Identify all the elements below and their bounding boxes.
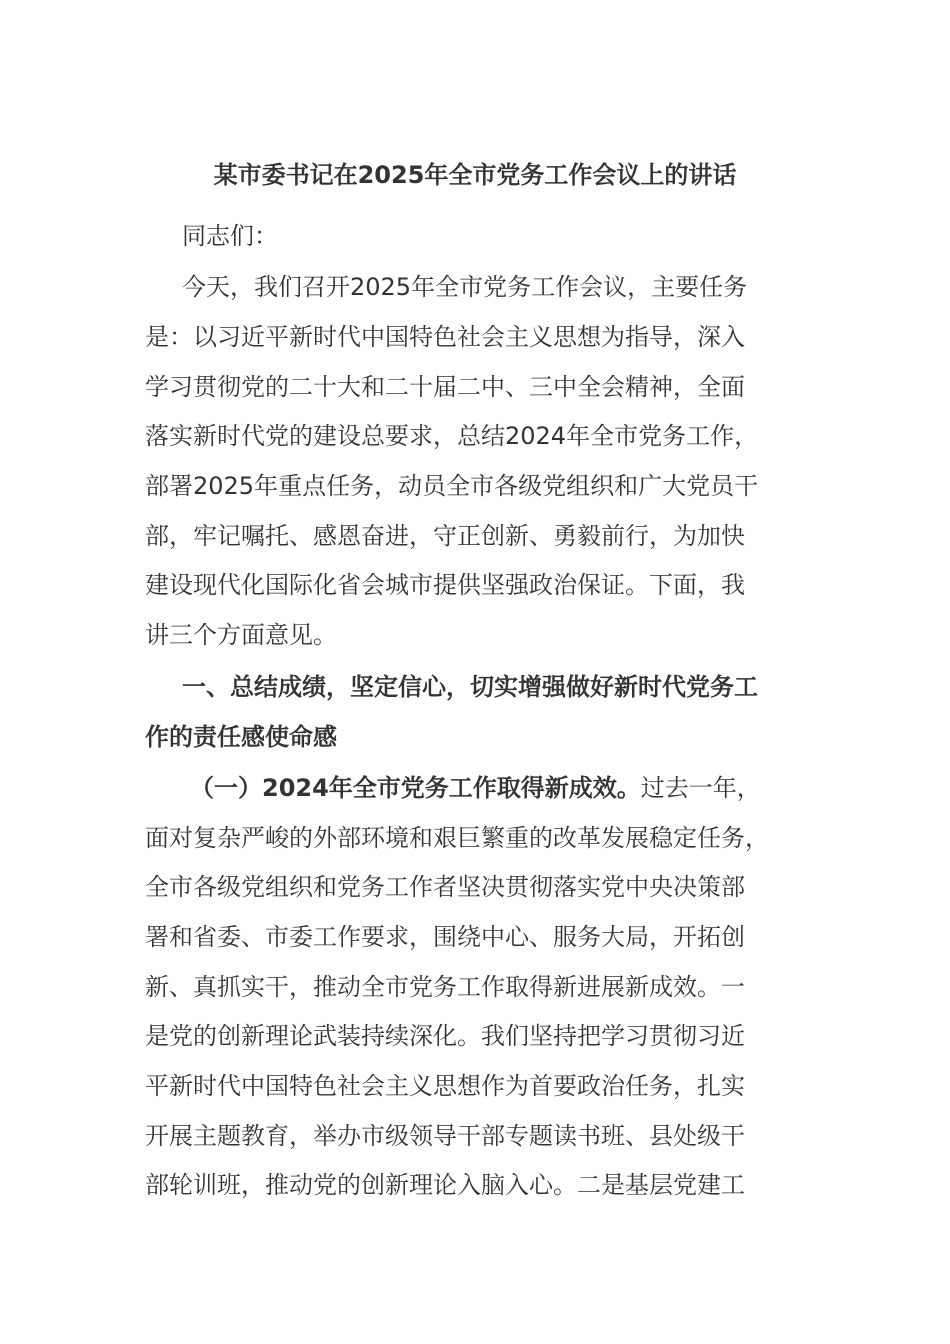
document-title: 某市委书记在2025年全市党务工作会议上的讲话 [213, 161, 737, 189]
paragraph-line: 开展主题教育，举办市级领导干部专题读书班、县处级干 [145, 1122, 745, 1150]
paragraph-line: 部，牢记嘱托、感恩奋进，守正创新、勇毅前行，为加快 [145, 522, 745, 550]
paragraph-line: 全市各级党组织和党务工作者坚决贯彻落实党中央决策部 [145, 873, 745, 901]
paragraph-line: 讲三个方面意见。 [145, 621, 337, 649]
paragraph-line: 平新时代中国特色社会主义思想作为首要政治任务，扎实 [145, 1072, 745, 1100]
paragraph-line: 面对复杂严峻的外部环境和艰巨繁重的改革发展稳定任务， [145, 824, 769, 852]
paragraph-line: 是党的创新理论武装持续深化。我们坚持把学习贯彻习近 [145, 1022, 745, 1050]
subsection-lead: （一）2024年全市党务工作取得新成效。 [190, 774, 641, 802]
paragraph-line: 部署2025年重点任务，动员全市各级党组织和广大党员干 [145, 472, 759, 500]
paragraph-line: 新、真抓实干，推动全市党务工作取得新进展新成效。一 [145, 973, 745, 1001]
paragraph-line: 学习贯彻党的二十大和二十届二中、三中全会精神，全面 [145, 373, 745, 401]
subsection-first-line-rest: 过去一年， [640, 774, 761, 802]
section-heading-line: 一、总结成绩，坚定信心，切实增强做好新时代党务工 [182, 673, 758, 701]
paragraph-line: 部轮训班，推动党的创新理论入脑入心。二是基层党建工 [145, 1171, 745, 1199]
subsection-first-line [190, 768, 761, 808]
paragraph-line: 今天，我们召开2025年全市党务工作会议，主要任务 [182, 273, 748, 301]
section-heading-line: 作的责任感使命感 [145, 723, 337, 751]
paragraph-line: 建设现代化国际化省会城市提供坚强政治保证。下面，我 [145, 571, 745, 599]
salutation: 同志们： [182, 222, 278, 250]
paragraph-line: 落实新时代党的建设总要求，总结2024年全市党务工作， [145, 422, 759, 450]
paragraph-line: 署和省委、市委工作要求，围绕中心、服务大局，开拓创 [145, 923, 745, 951]
paragraph-line: 是：以习近平新时代中国特色社会主义思想为指导，深入 [145, 323, 745, 351]
